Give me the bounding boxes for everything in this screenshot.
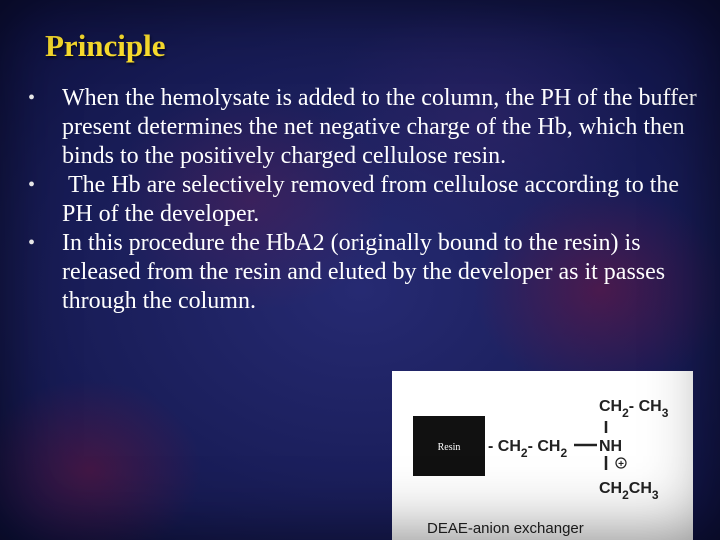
bullet-item [28,171,698,229]
figure-caption: DEAE-anion exchanger [427,520,584,537]
bullet-item [28,84,698,171]
resin-label: Resin [437,442,461,453]
top-group-text: $CH_2-$ $CH_3$ [599,398,669,420]
bullet-marker: • [28,232,36,254]
charge-label: + [618,459,624,470]
bullet-marker: • [28,174,36,196]
bullet-marker: • [28,87,36,109]
slide-title: Principle [45,28,166,63]
bullet-text: The Hb are selectively removed from cellulose according to the PH of the developer. [62,172,686,227]
bullet-text: When the hemolysate is added to the column, the PH of the buffer present determines the net negative charge of the Hb, which then binds to the positively charged cellulose resin. [62,85,697,169]
chain-left-text: - $CH_2-$ $CH_2$ [488,438,568,460]
bullet-item [28,229,698,316]
nitrogen-label: NH [599,438,623,455]
bottom-group-text: $CH_2CH_3$ [599,480,659,502]
deae-structure-figure [392,371,693,540]
bullet-list [28,84,698,316]
bullet-text: In this procedure the HbA2 (originally bound to the resin) is released from the resin and eluted by the developer as it passes through the column. [62,230,666,314]
